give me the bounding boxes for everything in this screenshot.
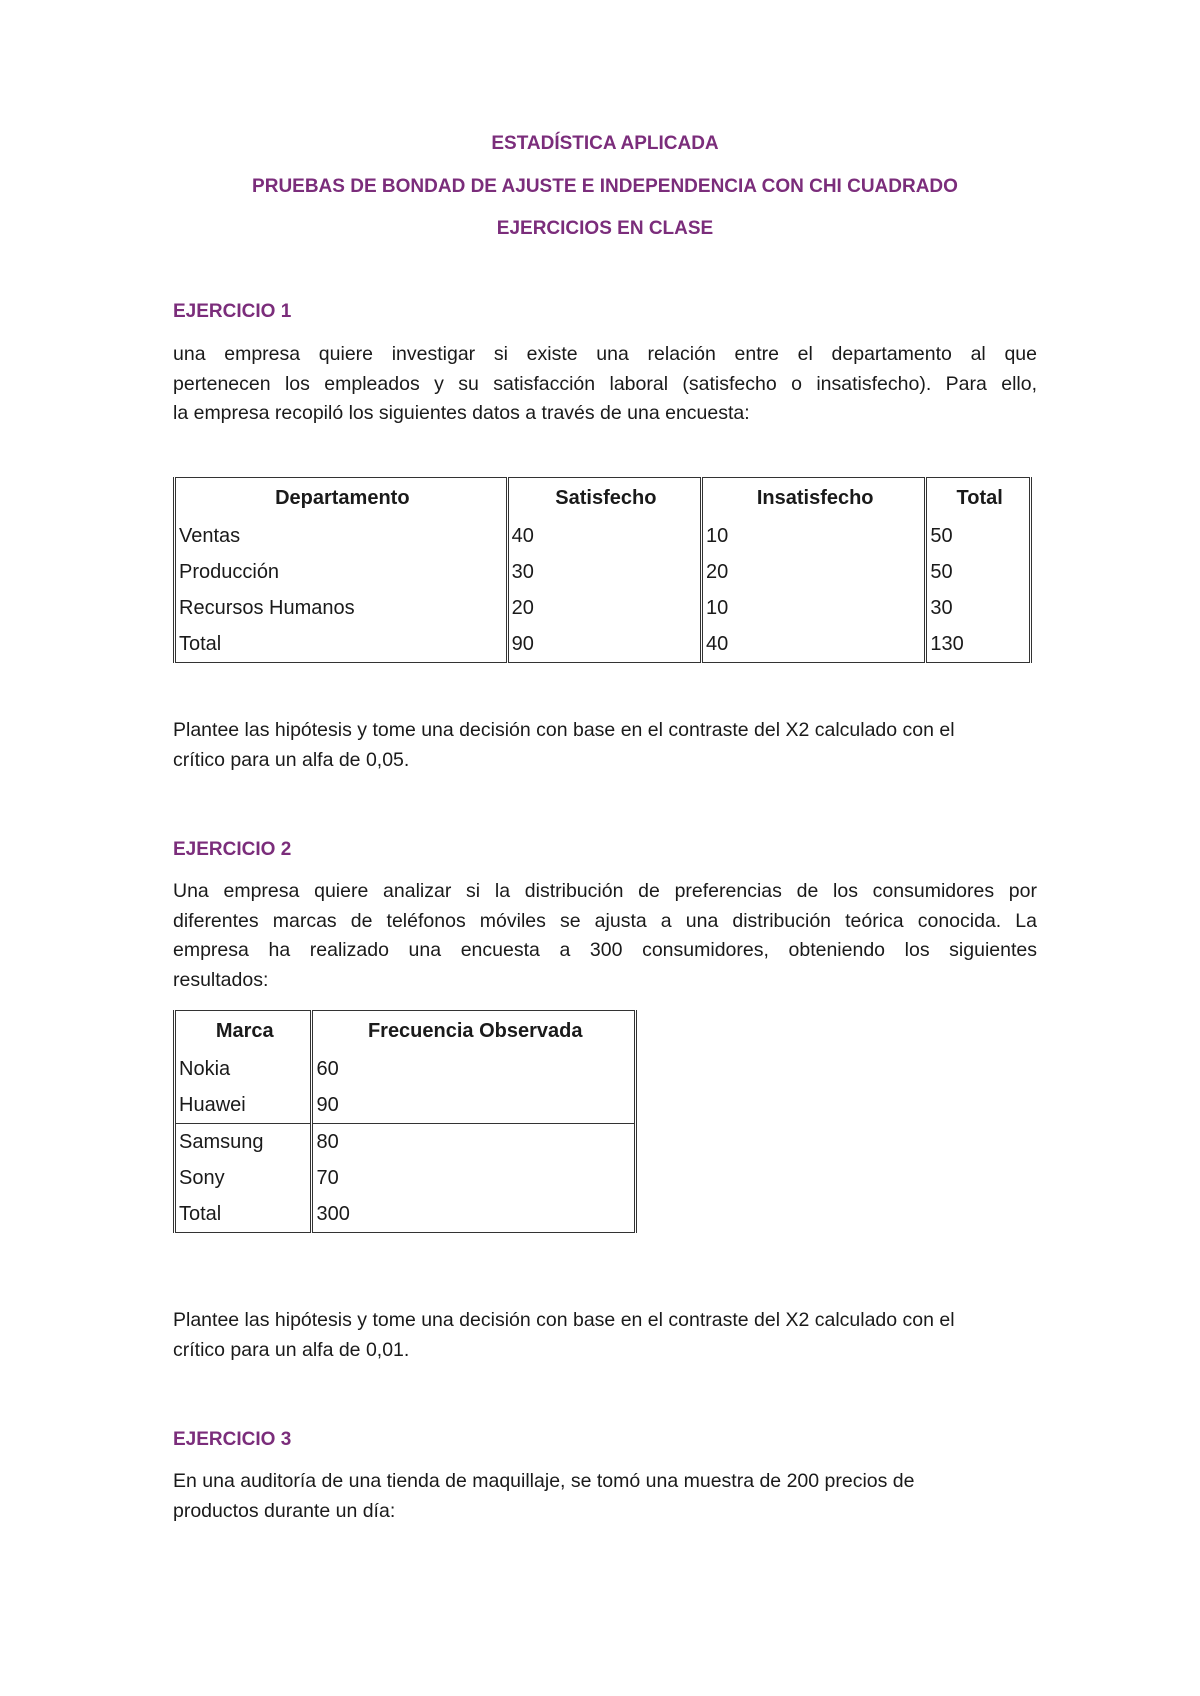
table-cell: 60	[312, 1051, 636, 1087]
table-cell: Samsung	[175, 1124, 312, 1161]
column-header: Frecuencia Observada	[312, 1011, 636, 1052]
table-cell: 40	[507, 518, 701, 554]
table-cell: Ventas	[175, 518, 508, 554]
exercise-1-task-line: Plantee las hipótesis y tome una decisión con base en el contraste del X2 calculado con el	[173, 719, 955, 741]
table-cell: 50	[926, 554, 1031, 590]
exercise-1-title: EJERCICIO 1	[173, 301, 292, 322]
exercise-2-table	[173, 1010, 637, 1233]
exercise-1-intro-line: pertenecen los empleados y su satisfacción laboral (satisfecho o insatisfecho). Para ello,	[173, 372, 1037, 395]
table-cell: 130	[926, 626, 1031, 663]
exercise-3-title: EJERCICIO 3	[173, 1429, 292, 1450]
topic-title: PRUEBAS DE BONDAD DE AJUSTE E INDEPENDENCIA CON CHI CUADRADO	[252, 176, 958, 197]
column-header: Insatisfecho	[702, 478, 926, 519]
subtitle: EJERCICIOS EN CLASE	[496, 218, 714, 239]
exercise-3-intro-line: productos durante un día:	[173, 1499, 396, 1522]
exercise-3-intro-line: En una auditoría de una tienda de maquillaje, se tomó una muestra de 200 precios de	[173, 1470, 915, 1492]
table-cell: 90	[507, 626, 701, 663]
table-cell: 30	[926, 590, 1031, 626]
exercise-1-intro	[173, 340, 1037, 429]
column-header: Marca	[175, 1011, 312, 1052]
column-header: Departamento	[175, 478, 508, 519]
table-cell: 80	[312, 1124, 636, 1161]
table-row	[175, 1124, 636, 1161]
table-row	[175, 1051, 636, 1087]
table-cell: 30	[507, 554, 701, 590]
course-title: ESTADÍSTICA APLICADA	[491, 133, 719, 154]
table-cell: 50	[926, 518, 1031, 554]
exercise-1-task-line: crítico para un alfa de 0,05.	[173, 748, 410, 771]
column-header: Satisfecho	[507, 478, 701, 519]
exercise-2-intro-line: Una empresa quiere analizar si la distribución de preferencias de los consumidores por	[173, 880, 1037, 902]
exercise-1-table	[173, 477, 1032, 663]
exercise-1-intro-line: la empresa recopiló los siguientes datos a través de una encuesta:	[173, 402, 750, 424]
table-cell: 90	[312, 1087, 636, 1124]
exercise-2-intro-line: empresa ha realizado una encuesta a 300 consumidores, obteniendo los siguientes	[173, 939, 1037, 961]
table-header-row	[175, 1011, 636, 1052]
exercise-2-title: EJERCICIO 2	[173, 839, 292, 860]
table-cell: 10	[702, 590, 926, 626]
table-cell: Total	[175, 626, 508, 663]
table-cell: Huawei	[175, 1087, 312, 1124]
table-header-row	[175, 478, 1031, 519]
exercise-2-intro	[173, 877, 1037, 995]
table-row	[175, 1160, 636, 1196]
table-cell: 20	[702, 554, 926, 590]
table-cell: 10	[702, 518, 926, 554]
table-row	[175, 554, 1031, 590]
table-cell: Producción	[175, 554, 508, 590]
exercise-2-task-line: crítico para un alfa de 0,01.	[173, 1338, 410, 1361]
table-cell: 40	[702, 626, 926, 663]
table-cell: Nokia	[175, 1051, 312, 1087]
table-cell: Sony	[175, 1160, 312, 1196]
table-cell: Total	[175, 1196, 312, 1233]
table-row	[175, 1087, 636, 1124]
table-row	[175, 518, 1031, 554]
exercise-2-intro-line: diferentes marcas de teléfonos móviles se ajusta a una distribución teórica conocida. La	[173, 909, 1037, 932]
table-cell: 70	[312, 1160, 636, 1196]
exercise-2-task	[173, 1306, 1037, 1365]
exercise-1-intro-line: una empresa quiere investigar si existe una relación entre el departamento al que	[173, 343, 1037, 365]
table-row	[175, 626, 1031, 663]
table-row	[175, 1196, 636, 1233]
table-row	[175, 590, 1031, 626]
exercise-3-intro	[173, 1467, 1037, 1526]
exercise-2-task-line: Plantee las hipótesis y tome una decisión con base en el contraste del X2 calculado con el	[173, 1309, 955, 1331]
table-cell: 20	[507, 590, 701, 626]
table-cell: 300	[312, 1196, 636, 1233]
table-cell: Recursos Humanos	[175, 590, 508, 626]
exercise-2-intro-line: resultados:	[173, 968, 269, 991]
column-header: Total	[926, 478, 1031, 519]
exercise-1-task	[173, 716, 1037, 775]
